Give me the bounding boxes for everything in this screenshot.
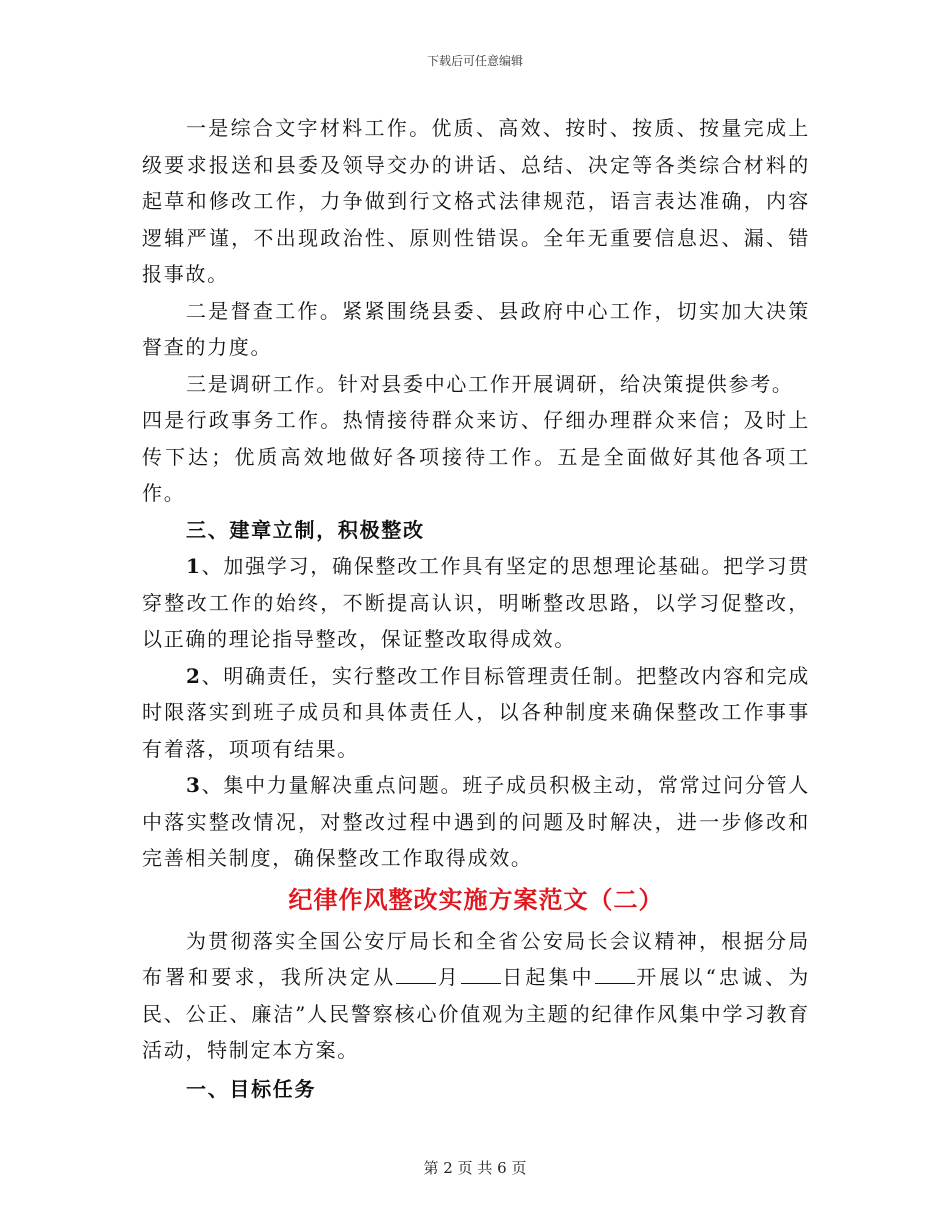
page-header: 下载后可任意编辑 bbox=[426, 54, 523, 68]
section-heading-goals: 一、目标任务 bbox=[186, 1076, 317, 1101]
item-text: 、集中力量解决重点问题。班子成员积极主动，常常过问分管人中落实整改情况，对整改过程中遇到的问题及时解决，进一步修改和完善相关制度，确保整改工作取得成效。 bbox=[142, 773, 810, 870]
paragraph-administrative-affairs: 四是行政事务工作。热情接待群众来访、仔细办理群众来信；及时上传下达；优质高效地做好各项接待工作。五是全面做好其他各项工作。 bbox=[142, 408, 810, 505]
item-number: 1 bbox=[186, 554, 202, 578]
intro-text-b: 月 bbox=[436, 965, 461, 989]
blank-line bbox=[396, 965, 436, 984]
item-number: 3 bbox=[186, 773, 202, 797]
paragraph-item-1 bbox=[142, 548, 810, 658]
item-text: 、加强学习，确保整改工作具有坚定的思想理论基础。把学习贯穿整改工作的始终，不断提高认识，明晰整改思路，以学习促整改，以正确的理论指导整改，保证整改取得成效。 bbox=[142, 554, 810, 651]
paragraph-research: 三是调研工作。针对县委中心工作开展调研，给决策提供参考。 bbox=[186, 371, 794, 396]
intro-text-d: 开展以“忠诚、为民、公正、廉洁”人民警察核心价值观为主题的纪律作风集中学习教育活动，特制定本方案。 bbox=[142, 965, 810, 1062]
item-text: 、明确责任，实行整改工作目标管理责任制。把整改内容和完成时限落实到班子成员和具体责任人，以各种制度来确保整改工作事事有着落，项项有结果。 bbox=[142, 663, 810, 761]
document-body bbox=[142, 110, 810, 1107]
paragraph-supervision: 二是督查工作。紧紧围绕县委、县政府中心工作，切实加大决策督查的力度。 bbox=[142, 298, 810, 359]
paragraph-item-2 bbox=[142, 658, 810, 768]
paragraph-comprehensive-materials: 一是综合文字材料工作。优质、高效、按时、按质、按量完成上级要求报送和县委及领导交办的讲话、总结、决定等各类综合材料的起草和修改工作，力争做到行文格式法律规范，语言表达准确，内容逻辑严谨，不出现政治性、原则性错误。全年无重要信息迟、漏、错报事故。 bbox=[142, 116, 810, 286]
blank-line bbox=[595, 965, 635, 984]
item-number: 2 bbox=[186, 663, 202, 688]
blank-line bbox=[461, 965, 501, 984]
intro-text-a: 为贯彻落实全国公安厅局长和全省公安局长会议精神，根据分局布署和要求，我所决定从 bbox=[142, 928, 810, 989]
page-number: 第 2 页 共 6 页 bbox=[423, 1159, 527, 1177]
section-heading-rectification: 三、建章立制，积极整改 bbox=[186, 517, 425, 542]
paragraph-intro bbox=[142, 923, 810, 1069]
intro-text-c: 日起集中 bbox=[500, 965, 595, 989]
document-section-title: 纪律作风整改实施方案范文（二） bbox=[288, 884, 664, 914]
paragraph-item-3 bbox=[142, 767, 810, 877]
